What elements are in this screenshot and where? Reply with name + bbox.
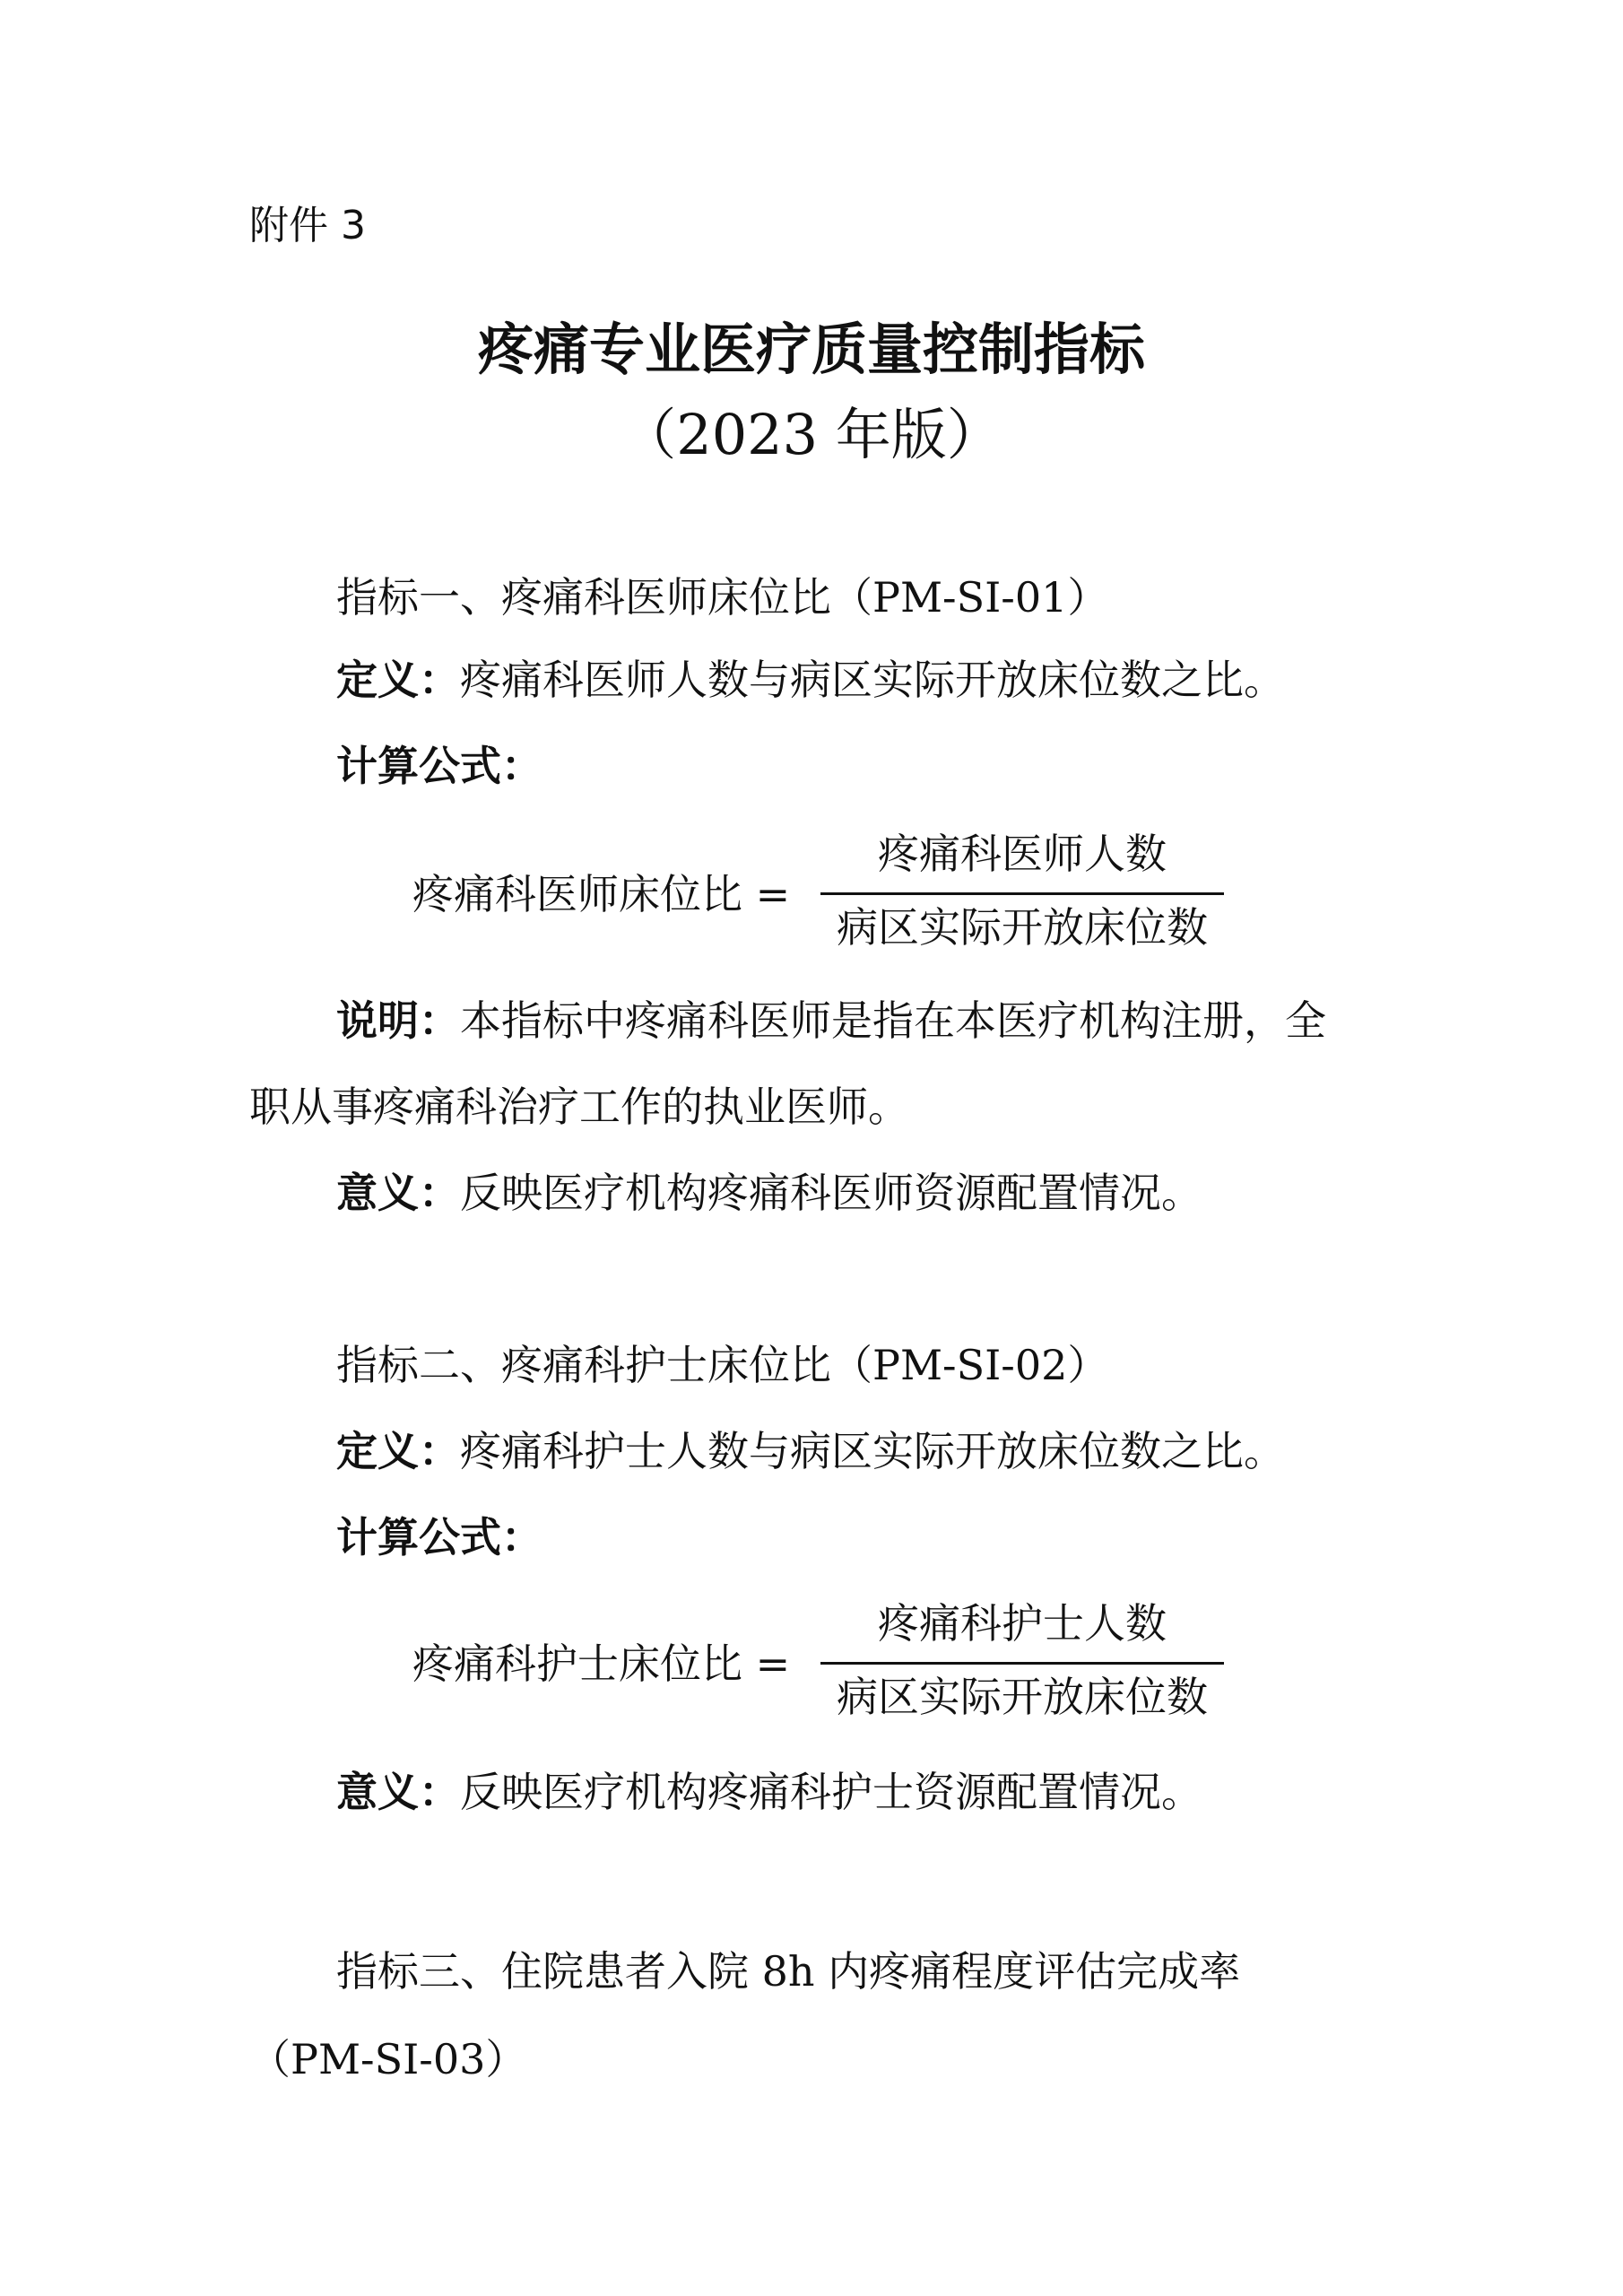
formula-fraction — [820, 1587, 1224, 1740]
indicator-3-heading-continued: （PM-SI-03） — [249, 2035, 527, 2083]
indicator-1-formula — [412, 818, 1219, 970]
definition-label: 定义： — [336, 656, 460, 704]
formula-fraction — [820, 818, 1224, 970]
formula-lhs: 疼痛科护士床位比 = — [412, 1639, 791, 1688]
indicator-1-note-continued: 职从事疼痛科治疗工作的执业医师。 — [249, 1083, 909, 1131]
meaning-text: 反映医疗机构疼痛科护士资源配置情况。 — [460, 1768, 1202, 1816]
indicator-1-formula-label: 计算公式： — [336, 742, 542, 790]
formula-numerator: 疼痛科护士人数 — [878, 1599, 1167, 1648]
meaning-label: 意义： — [336, 1768, 460, 1816]
meaning-text: 反映医疗机构疼痛科医师资源配置情况。 — [460, 1169, 1202, 1217]
meaning-label: 意义： — [336, 1169, 460, 1217]
indicator-1-definition — [336, 651, 1285, 709]
definition-label: 定义： — [336, 1427, 460, 1475]
indicator-2-meaning — [336, 1763, 1202, 1821]
indicator-3-heading: 指标三、住院患者入院 8h 内疼痛程度评估完成率 — [336, 1947, 1241, 1996]
indicator-1-note — [336, 992, 1326, 1049]
document-title: 疼痛专业医疗质量控制指标 — [477, 317, 1145, 382]
indicator-1-meaning — [336, 1164, 1202, 1222]
indicator-2-formula — [412, 1587, 1219, 1740]
indicator-2-heading: 指标二、疼痛科护士床位比（PM-SI-02） — [336, 1341, 1109, 1389]
document-subtitle: （2023 年版） — [621, 402, 1002, 467]
definition-text: 疼痛科医师人数与病区实际开放床位数之比。 — [460, 656, 1285, 704]
indicator-1-heading: 指标一、疼痛科医师床位比（PM-SI-01） — [336, 573, 1109, 622]
note-text-line1: 本指标中疼痛科医师是指在本医疗机构注册，全 — [460, 996, 1326, 1045]
fraction-bar — [820, 892, 1224, 895]
formula-denominator: 病区实际开放床位数 — [837, 1673, 1208, 1721]
definition-text: 疼痛科护士人数与病区实际开放床位数之比。 — [460, 1427, 1285, 1475]
note-label: 说明： — [336, 996, 460, 1045]
formula-denominator: 病区实际开放床位数 — [837, 903, 1208, 952]
fraction-bar — [820, 1662, 1224, 1665]
indicator-2-definition — [336, 1422, 1285, 1480]
attachment-label: 附件 3 — [249, 203, 366, 248]
formula-lhs: 疼痛科医师床位比 = — [412, 870, 791, 918]
formula-numerator: 疼痛科医师人数 — [878, 830, 1167, 878]
indicator-2-formula-label: 计算公式： — [336, 1513, 542, 1561]
